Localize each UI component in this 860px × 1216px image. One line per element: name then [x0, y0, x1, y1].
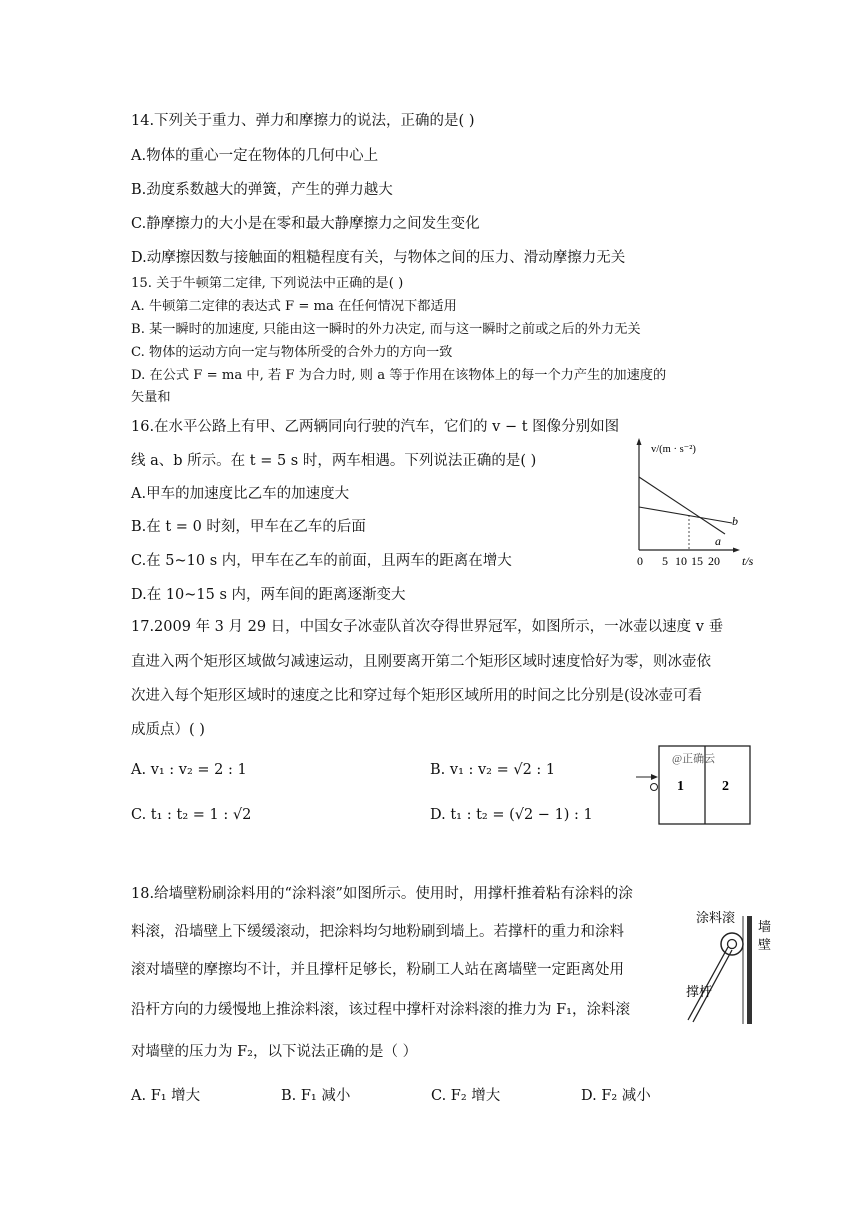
roller-inner	[728, 940, 737, 949]
vt-origin-label: 0	[637, 554, 643, 568]
q17-stem-line4: 成质点）( )	[131, 722, 205, 738]
q14-option-b: B.劲度系数越大的弹簧，产生的弹力越大	[131, 182, 393, 198]
q17-stem-line2: 直进入两个矩形区域做匀减速运动，且刚要离开第二个矩形区域时速度恰好为零，则冰壶依	[131, 654, 711, 670]
vt-graph	[628, 432, 768, 572]
q17-option-c: C. t₁ : t₂ = 1 : √2	[131, 807, 252, 823]
wall	[747, 916, 752, 1024]
pole-label: 撑杆	[686, 984, 713, 999]
q16-stem-line1: 16.在水平公路上有甲、乙两辆同向行驶的汽车，它们的 v − t 图像分别如图	[131, 419, 620, 435]
wall-label-2: 壁	[758, 937, 772, 952]
q18-stem-line1: 18.给墙壁粉刷涂料用的“涂料滚”如图所示。使用时，用撑杆推着粘有涂料的涂	[131, 886, 633, 902]
q18-stem-line2: 料滚，沿墙壁上下缓缓滚动，把涂料均匀地粉刷到墙上。若撑杆的重力和涂料	[131, 924, 624, 940]
q17-stem-line1: 17.2009 年 3 月 29 日，中国女子冰壶队首次夺得世界冠军，如图所示，一冰壶以速度 v 垂	[131, 619, 724, 635]
q18-stem-line3: 滚对墙壁的摩擦均不计，并且撑杆足够长，粉刷工人站在离墙壁一定距离处用	[131, 962, 624, 978]
q17-option-b: B. v₁ : v₂ = √2 : 1	[430, 762, 556, 778]
curling-figure	[634, 742, 754, 828]
vt-x-arrow	[733, 548, 740, 553]
q15-option-b: B. 某一瞬时的加速度, 只能由这一瞬时的外力决定, 而与这一瞬时之前或之后的外力无关	[131, 322, 641, 337]
q18-option-b: B. F₁ 减小	[281, 1088, 351, 1104]
q15-option-d-cont: 矢量和	[131, 390, 171, 405]
paint-roller-figure	[686, 896, 786, 1026]
q18-stem-line5: 对墙壁的压力为 F₂，以下说法正确的是（ ）	[131, 1044, 418, 1060]
vt-tick-20: 20	[708, 554, 720, 568]
vt-line-a-label: a	[715, 534, 721, 548]
vt-tick-10: 10	[675, 554, 687, 568]
q17-stem-line3: 次进入每个矩形区域时的速度之比和穿过每个矩形区域所用的时间之比分别是(设冰壶可看	[131, 688, 703, 704]
wall-label-1: 墙	[758, 919, 772, 934]
roller-label: 涂料滚	[696, 910, 736, 925]
vt-tick-5: 5	[662, 554, 668, 568]
q16-option-b: B.在 t = 0 时刻，甲车在乙车的后面	[131, 519, 366, 535]
vt-line-a	[639, 477, 725, 534]
vt-line-b-label: b	[732, 514, 738, 528]
q17-option-d: D. t₁ : t₂ = (√2 − 1) : 1	[430, 807, 593, 823]
figure-watermark: @正确云	[672, 753, 716, 765]
q14-option-a: A.物体的重心一定在物体的几何中心上	[131, 148, 379, 164]
velocity-arrowhead	[651, 774, 658, 780]
q15-option-a: A. 牛顿第二定律的表达式 F = ma 在任何情况下都适用	[131, 299, 457, 314]
q17-option-a: A. v₁ : v₂ = 2 : 1	[131, 762, 247, 778]
vt-y-label: v/(m · s⁻²)	[651, 444, 696, 455]
q14-option-d: D.动摩擦因数与接触面的粗糙程度有关，与物体之间的压力、滑动摩擦力无关	[131, 250, 626, 266]
q15-stem: 15. 关于牛顿第二定律, 下列说法中正确的是( )	[131, 276, 404, 291]
region-1-label: 1	[677, 779, 684, 794]
curling-stone	[651, 784, 658, 791]
q16-option-d: D.在 10~15 s 内，两车间的距离逐渐变大	[131, 587, 406, 603]
q15-option-c: C. 物体的运动方向一定与物体所受的合外力的方向一致	[131, 345, 453, 360]
q18-stem-line4: 沿杆方向的力缓慢地上推涂料滚，该过程中撑杆对涂料滚的推力为 F₁，涂料滚	[131, 1002, 630, 1018]
q14-option-c: C.静摩擦力的大小是在零和最大静摩擦力之间发生变化	[131, 216, 480, 232]
vt-y-arrow	[637, 438, 642, 445]
region-2-label: 2	[722, 779, 729, 794]
q16-stem-line2: 线 a、b 所示。在 t = 5 s 时，两车相遇。下列说法正确的是( )	[131, 453, 537, 469]
vt-line-b	[639, 507, 732, 523]
q18-option-c: C. F₂ 增大	[431, 1088, 501, 1104]
vt-tick-15: 15	[691, 554, 703, 568]
vt-x-label: t/s	[742, 554, 754, 568]
q18-option-d: D. F₂ 减小	[581, 1088, 651, 1104]
q18-option-a: A. F₁ 增大	[131, 1088, 201, 1104]
q15-option-d: D. 在公式 F = ma 中, 若 F 为合力时, 则 a 等于作用在该物体上的每一个力产生的加速度的	[131, 368, 667, 383]
q16-option-c: C.在 5~10 s 内，甲车在乙车的前面，且两车的距离在增大	[131, 553, 512, 569]
q16-option-a: A.甲车的加速度比乙车的加速度大	[131, 486, 350, 502]
q14-stem: 14.下列关于重力、弹力和摩擦力的说法，正确的是( )	[131, 113, 475, 129]
